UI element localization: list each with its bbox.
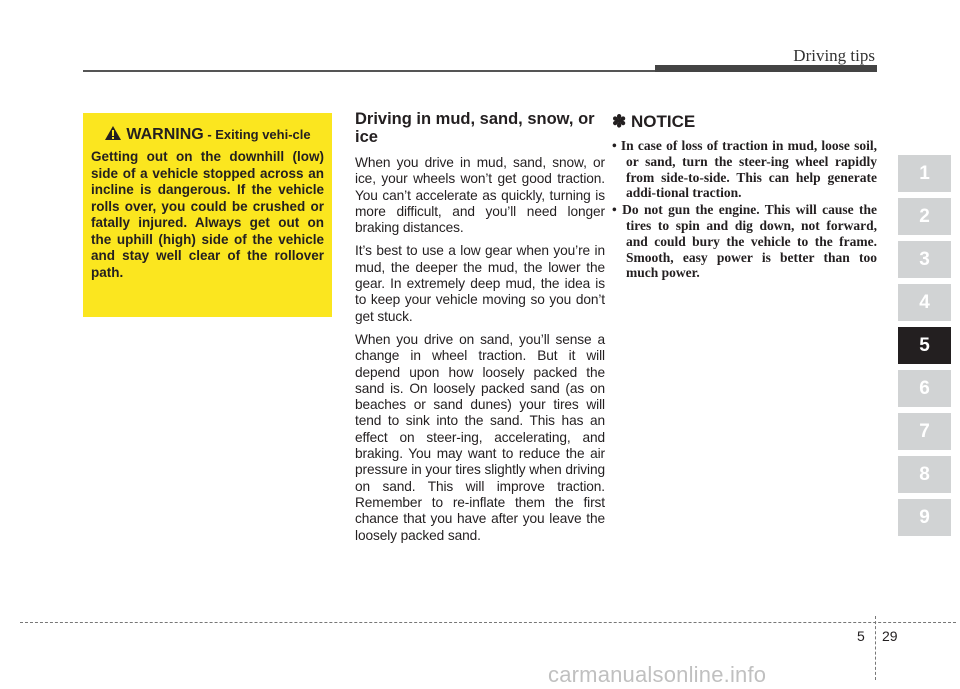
- chapter-tab-2[interactable]: 2: [898, 198, 951, 235]
- notice-list: [612, 138, 877, 281]
- header-rule: [83, 70, 655, 72]
- chapter-tab-9[interactable]: 9: [898, 499, 951, 536]
- chapter-tab-8[interactable]: 8: [898, 456, 951, 493]
- warning-title: WARNING: [126, 126, 204, 143]
- header-title: Driving tips: [793, 46, 875, 65]
- chapter-tab-7[interactable]: 7: [898, 413, 951, 450]
- footer-separator: [875, 616, 877, 680]
- page-number: 29: [882, 628, 898, 644]
- notice-item-2: • Do not gun the engine. This will cause the tires to spin and dig down, not forward, and could bury the vehicle to the frame. Smooth, easy power is better than too much power.: [612, 202, 877, 281]
- notice-item-1: • In case of loss of traction in mud, loose soil, or sand, turn the steer-ing wheel rapidly from side-to-side. This can help generate addi-tional traction.: [612, 138, 877, 201]
- chapter-tab-5[interactable]: 5: [898, 327, 951, 364]
- chapter-tab-6[interactable]: 6: [898, 370, 951, 407]
- paragraph-1: When you drive in mud, sand, snow, or ice, your wheels won’t get good traction. You can’t accelerate as quickly, turning is more difficult, and you’ll need longer braking distances.: [355, 155, 605, 236]
- warning-box: [83, 113, 332, 317]
- footer-rule: [20, 622, 956, 623]
- warning-subtitle: - Exiting vehi-cle: [207, 127, 311, 142]
- warning-body: Getting out on the downhill (low) side of a vehicle stopped across an incline is dangerous. If the vehicle rolls over, you could be crushed or fatally injured. Always get out on the uphill (high) side of the vehicle and stay well clear of the rollover path.: [91, 149, 324, 280]
- warning-heading: [91, 125, 324, 144]
- chapter-tabs: [898, 155, 951, 542]
- notice-title: ✽ NOTICE: [612, 112, 696, 131]
- section-heading: Driving in mud, sand, snow, or ice: [355, 110, 595, 146]
- chapter-tab-3[interactable]: 3: [898, 241, 951, 278]
- chapter-tab-1[interactable]: 1: [898, 155, 951, 192]
- page-chapter: 5: [857, 628, 865, 644]
- watermark: carmanualsonline.info: [548, 662, 767, 687]
- paragraph-2: It’s best to use a low gear when you’re in mud, the deeper the mud, the lower the gear. In extremely deep mud, the idea is to keep your vehicle moving so you don’t get stuck.: [355, 243, 605, 324]
- warning-triangle-icon: [104, 125, 122, 144]
- notice-column: [612, 112, 877, 282]
- middle-column: [355, 110, 605, 551]
- header-bar: [655, 65, 877, 72]
- paragraph-3: When you drive on sand, you’ll sense a change in wheel traction. But it will depend upon how loosely packed the sand is. On loosely packed sand (as on beaches or sand dunes) your tires will tend to sink into the sand. This has an effect on steer-ing, accelerating, and braking. You may want to reduce the air pressure in your tires slightly when driving on sand. This will improve traction. Remember to re-inflate them the first chance that you have after you leave the loosely packed sand.: [355, 331, 605, 543]
- chapter-tab-4[interactable]: 4: [898, 284, 951, 321]
